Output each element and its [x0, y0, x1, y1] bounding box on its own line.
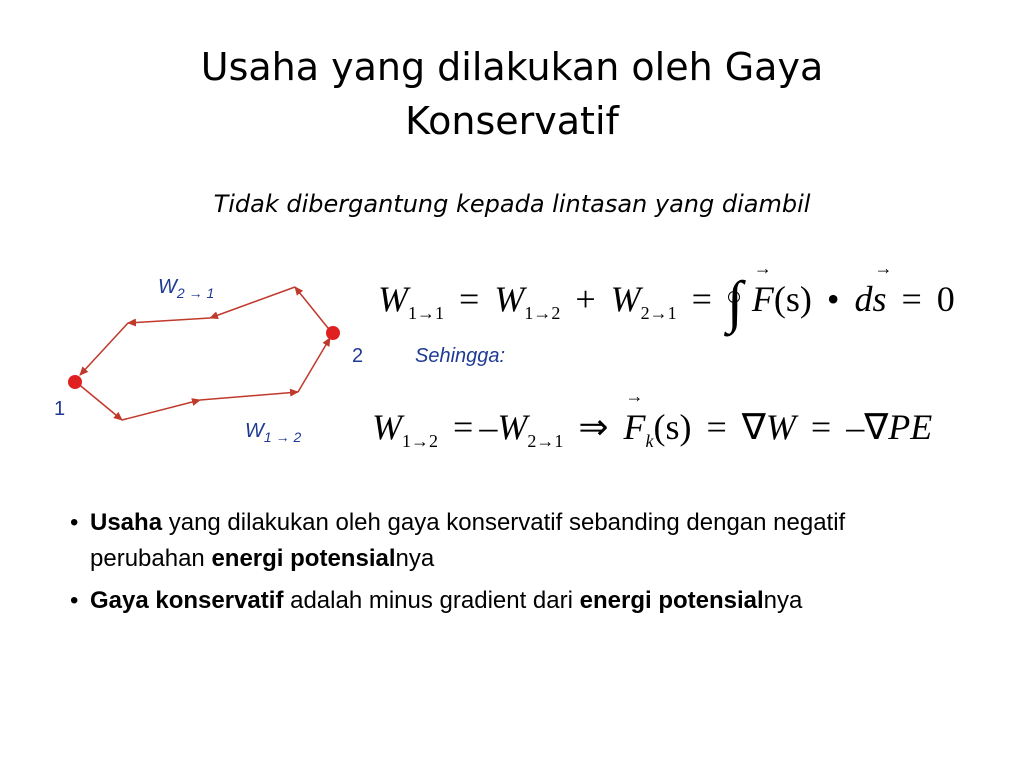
bullet-item [70, 583, 950, 619]
integral-sign: ∫ [726, 269, 743, 334]
eq1-force-vector: → F [752, 278, 774, 320]
eq2-implies: ⇒ [578, 407, 609, 447]
bullet-1-text-1: yang dilakukan oleh gaya konservatif sebanding dengan negatif perubahan [90, 509, 846, 572]
eq2-nabla: ∇ [741, 407, 766, 447]
eq2-pe: PE [888, 407, 933, 447]
bullet-2-text-1: adalah minus gradient dari [283, 587, 580, 614]
bullet-2-bold-1: Gaya konservatif [90, 587, 284, 614]
point-2-marker [326, 326, 340, 340]
point-1-label: 1 [54, 398, 66, 420]
w21-sub: 2 → 1 [176, 285, 215, 301]
eq2-sub-12: 1→2 [402, 431, 438, 451]
path-segment [210, 287, 295, 318]
eq1-s-vector: → s [872, 278, 886, 320]
eq1-w: W [494, 279, 525, 319]
bullet-dot-icon: • [70, 509, 79, 536]
eq2-w: W [497, 407, 528, 447]
eq2-w: W [372, 407, 402, 447]
eq2-equals: = [810, 407, 832, 447]
path-segment [298, 338, 330, 392]
bullet-2-text-2: nya [763, 587, 803, 614]
w12-main: W [245, 420, 264, 442]
path-segment [128, 318, 210, 323]
eq1-dot-product: • [826, 279, 840, 319]
w21-label [158, 276, 214, 299]
eq1-w: W [610, 279, 641, 319]
w21-main: W [158, 276, 177, 298]
contour-integral-symbol [727, 269, 743, 334]
w12-label [245, 420, 301, 443]
bullet-2-bold-2: energi potensial [579, 587, 764, 614]
title-line-1: Usaha yang dilakukan oleh Gaya [200, 45, 824, 89]
w12-sub: 1 → 2 [263, 429, 302, 445]
eq2-s-arg: (s) [653, 407, 692, 447]
eq1-d: d [854, 279, 873, 319]
eq1-sub-12: 1→2 [524, 303, 561, 323]
path-segment [295, 287, 332, 333]
eq2-w: W [765, 407, 796, 447]
eq1-s-arg: (s) [773, 279, 812, 319]
path-segment [200, 392, 298, 400]
eq2-sub-21: 2→1 [527, 431, 564, 451]
eq2-nabla: ∇ [864, 407, 889, 447]
eq2-sub-k: k [645, 431, 654, 451]
path-segment [80, 323, 128, 375]
point-1-marker [68, 375, 82, 389]
bullet-dot-icon: • [70, 587, 79, 614]
eq1-equals: = [901, 279, 922, 319]
point-2-label: 2 [352, 345, 364, 367]
slide-subtitle: Tidak dibergantung kepada lintasan yang diambil [213, 190, 811, 218]
eq1-plus: + [575, 279, 596, 319]
eq2-equals: = [453, 407, 474, 447]
eq1-sub-11: 1→1 [408, 303, 444, 323]
contour-circle-icon [728, 291, 740, 303]
bullet-1-text-2: nya [395, 545, 435, 572]
equation-work-loop [378, 268, 955, 335]
equation-force-gradient [372, 406, 932, 452]
sehingga-label: Sehingga: [415, 345, 506, 367]
eq2-minus: – [479, 407, 498, 447]
eq2-force-vector: → F [623, 406, 645, 448]
eq1-sub-21: 2→1 [640, 303, 677, 323]
eq2-minus: – [846, 407, 865, 447]
path-segment [76, 382, 122, 420]
bullet-item [70, 505, 950, 577]
bullet-list [70, 505, 950, 625]
bullet-1-bold-2: energi potensial [211, 545, 396, 572]
bullet-1-bold-1: Usaha [90, 509, 163, 536]
eq1-equals: = [691, 279, 712, 319]
title-line-2: Konservatif [405, 99, 619, 143]
eq1-w: W [378, 279, 408, 319]
eq2-equals: = [706, 407, 727, 447]
path-segment [122, 400, 200, 420]
eq1-equals: = [459, 279, 480, 319]
eq1-zero: 0 [936, 279, 955, 319]
